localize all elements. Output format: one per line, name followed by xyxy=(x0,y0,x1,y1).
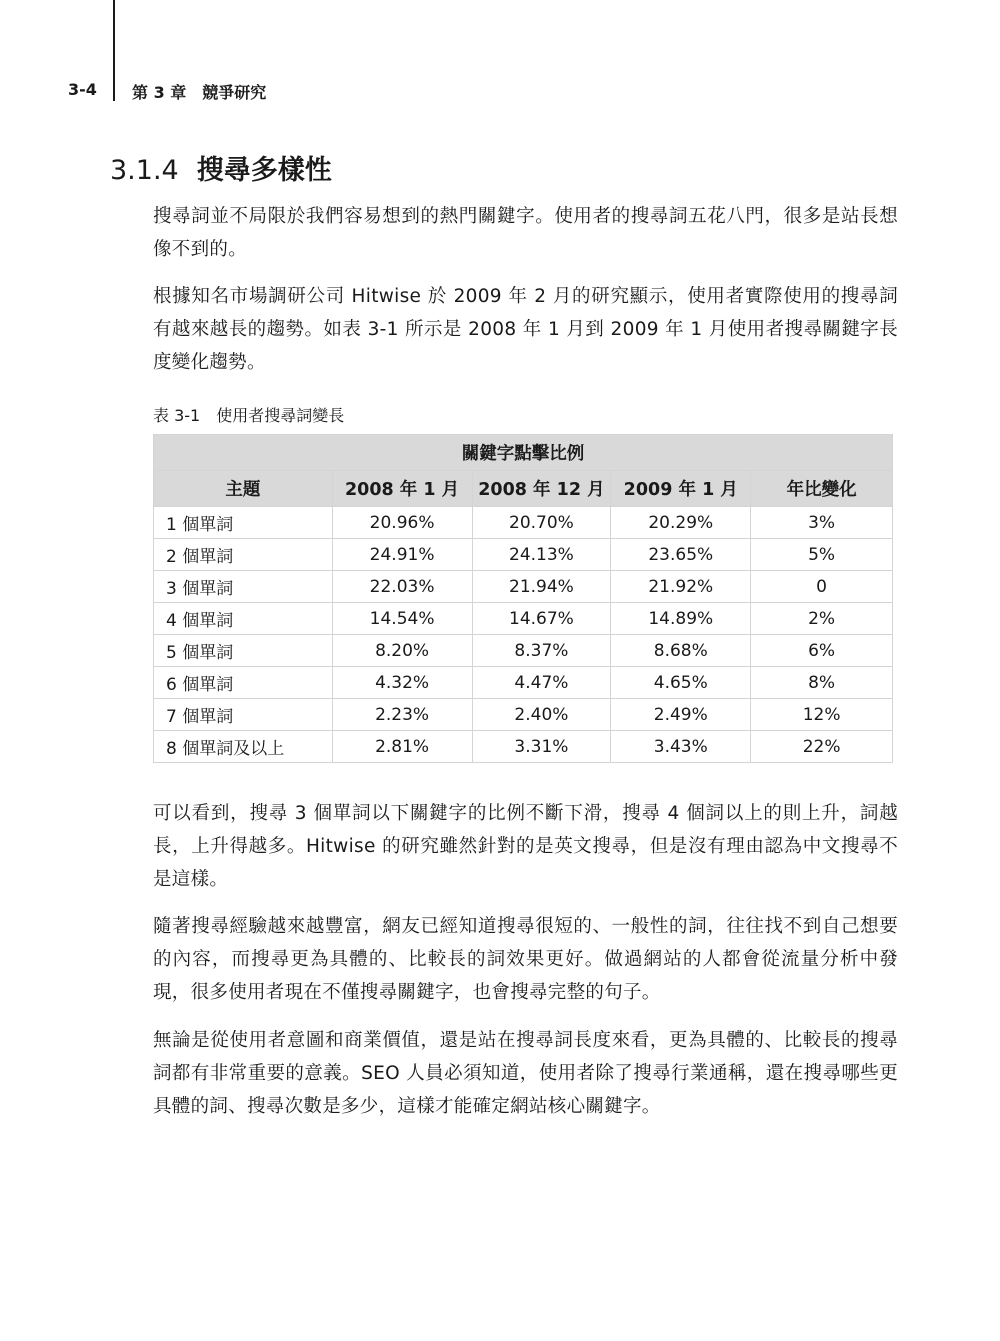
table-row xyxy=(154,699,893,731)
table-super-header-row xyxy=(154,435,893,471)
table-cell: 3.43% xyxy=(611,731,751,763)
table-cell: 2 個單詞 xyxy=(154,539,333,571)
table-cell: 2.81% xyxy=(332,731,472,763)
table-cell: 24.91% xyxy=(332,539,472,571)
table-row xyxy=(154,731,893,763)
section-number: 3.1.4 xyxy=(110,155,179,186)
table-row xyxy=(154,603,893,635)
table-cell: 8.37% xyxy=(472,635,611,667)
table-cell: 5 個單詞 xyxy=(154,635,333,667)
paragraph-hitwise: 根據知名市場調研公司 Hitwise 於 2009 年 2 月的研究顯示，使用者實際使用的搜尋詞有越來越長的趨勢。如表 3-1 所示是 2008 年 1 月到 2009 年 1 月使用者搜尋關鍵字長度變化趨勢。 xyxy=(153,286,898,373)
table-cell: 4.65% xyxy=(611,667,751,699)
table-row xyxy=(154,635,893,667)
keyword-length-table xyxy=(153,434,893,763)
paragraph-experience: 隨著搜尋經驗越來越豐富，網友已經知道搜尋很短的、一般性的詞，往往找不到自己想要的內容，而搜尋更為具體的、比較長的詞效果更好。做過網站的人都會從流量分析中發現，很多使用者現在不僅搜尋關鍵字，也會搜尋完整的句子。 xyxy=(153,916,898,1003)
table-cell: 6% xyxy=(751,635,893,667)
table-cell: 12% xyxy=(751,699,893,731)
paragraph-conclusion: 無論是從使用者意圖和商業價值，還是站在搜尋詞長度來看，更為具體的、比較長的搜尋詞都有非常重要的意義。SEO 人員必須知道，使用者除了搜尋行業通稱，還在搜尋哪些更具體的詞、搜尋次數是多少，這樣才能確定網站核心關鍵字。 xyxy=(153,1030,898,1117)
table-cell: 8.20% xyxy=(332,635,472,667)
column-header: 主題 xyxy=(154,471,333,507)
table-cell: 24.13% xyxy=(472,539,611,571)
header-rule xyxy=(113,0,115,101)
table-cell: 1 個單詞 xyxy=(154,507,333,539)
table-cell: 22% xyxy=(751,731,893,763)
table-cell: 4 個單詞 xyxy=(154,603,333,635)
table-cell: 14.67% xyxy=(472,603,611,635)
table-cell: 2.23% xyxy=(332,699,472,731)
section-title: 搜尋多樣性 xyxy=(196,155,332,186)
table-cell: 7 個單詞 xyxy=(154,699,333,731)
table-cell: 4.47% xyxy=(472,667,611,699)
table-cell: 3% xyxy=(751,507,893,539)
table-cell: 8.68% xyxy=(611,635,751,667)
table-cell: 23.65% xyxy=(611,539,751,571)
table-cell: 22.03% xyxy=(332,571,472,603)
table-cell: 20.70% xyxy=(472,507,611,539)
chapter-title: 第 3 章 競爭研究 xyxy=(132,83,267,102)
table-row xyxy=(154,507,893,539)
table-cell: 2.49% xyxy=(611,699,751,731)
table-cell: 2% xyxy=(751,603,893,635)
table-cell: 21.94% xyxy=(472,571,611,603)
table-super-header: 關鍵字點擊比例 xyxy=(154,435,893,471)
table-cell: 0 xyxy=(751,571,893,603)
table-cell: 6 個單詞 xyxy=(154,667,333,699)
table-row xyxy=(154,667,893,699)
table-cell: 20.96% xyxy=(332,507,472,539)
column-header: 2009 年 1 月 xyxy=(611,471,751,507)
section-heading xyxy=(110,148,332,187)
table-cell: 2.40% xyxy=(472,699,611,731)
column-header: 2008 年 12 月 xyxy=(472,471,611,507)
table-cell: 8 個單詞及以上 xyxy=(154,731,333,763)
column-header: 2008 年 1 月 xyxy=(332,471,472,507)
table-header-row xyxy=(154,471,893,507)
paragraph-trend: 可以看到，搜尋 3 個單詞以下關鍵字的比例不斷下滑，搜尋 4 個詞以上的則上升，詞越長，上升得越多。Hitwise 的研究雖然針對的是英文搜尋，但是沒有理由認為中文搜尋不是這樣。 xyxy=(153,803,898,890)
table-caption: 表 3-1 使用者搜尋詞變長 xyxy=(153,406,345,425)
table-cell: 14.54% xyxy=(332,603,472,635)
table-cell: 8% xyxy=(751,667,893,699)
table-cell: 4.32% xyxy=(332,667,472,699)
table-cell: 3 個單詞 xyxy=(154,571,333,603)
table-cell: 3.31% xyxy=(472,731,611,763)
table-cell: 20.29% xyxy=(611,507,751,539)
paragraph-intro: 搜尋詞並不局限於我們容易想到的熱門關鍵字。使用者的搜尋詞五花八門，很多是站長想像不到的。 xyxy=(153,206,898,260)
column-header: 年比變化 xyxy=(751,471,893,507)
table-cell: 5% xyxy=(751,539,893,571)
table-cell: 14.89% xyxy=(611,603,751,635)
table-row xyxy=(154,571,893,603)
page-number: 3-4 xyxy=(68,80,97,99)
table-row xyxy=(154,539,893,571)
table-cell: 21.92% xyxy=(611,571,751,603)
